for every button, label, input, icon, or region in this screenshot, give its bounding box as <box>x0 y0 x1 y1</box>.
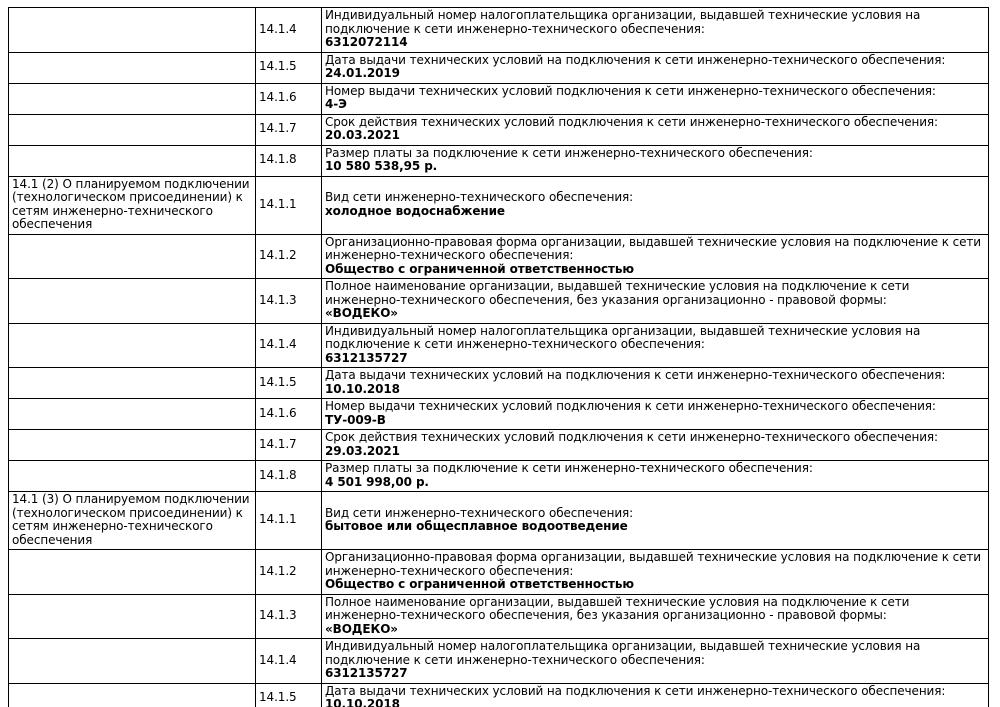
row-content-cell <box>322 279 989 324</box>
row-value: 10 580 538,95 р. <box>325 159 438 173</box>
row-label: Дата выдачи технических условий на подключения к сети инженерно-технического обеспечения: <box>325 368 946 382</box>
row-value: холодное водоснабжение <box>325 203 505 218</box>
section-title-cell <box>9 594 256 639</box>
table-row <box>9 461 989 492</box>
table-row <box>9 323 989 368</box>
section-title-cell <box>9 83 256 114</box>
row-value: «ВОДЕКО» <box>325 621 398 636</box>
row-content-cell <box>322 461 989 492</box>
section-title-cell: 14.1 (3) О планируемом подключении (технологическом присоединении) к сетям инженерно-технического обеспечения <box>9 492 256 550</box>
row-label: Полное наименование организации, выдавшей технические условия на подключение к сети инженерно-технического обеспечения, без указания организационно - правовой формы: <box>325 594 910 622</box>
row-content-cell <box>322 176 989 234</box>
row-content-cell <box>322 234 989 279</box>
section-title-cell <box>9 52 256 83</box>
section-title-cell <box>9 145 256 176</box>
row-label: Организационно-правовая форма организации, выдавшей технические условия на подключение к сети инженерно-технического обеспечения: <box>325 550 981 578</box>
table-row <box>9 145 989 176</box>
section-title-cell <box>9 430 256 461</box>
row-code-cell: 14.1.3 <box>256 594 322 639</box>
row-content-cell <box>322 368 989 399</box>
row-content-cell <box>322 83 989 114</box>
section-title-cell <box>9 550 256 595</box>
table-row <box>9 176 989 234</box>
row-label: Индивидуальный номер налогоплательщика организации, выдавшей технические условия на подключение к сети инженерно-технического обеспечения: <box>325 639 921 667</box>
row-label: Вид сети инженерно-технического обеспечения: <box>325 505 634 520</box>
row-label: Номер выдачи технических условий подключения к сети инженерно-технического обеспечения: <box>325 399 936 413</box>
row-value: Общество с ограниченной ответственностью <box>325 577 634 591</box>
row-value: 6312135727 <box>325 666 408 680</box>
row-label: Индивидуальный номер налогоплательщика организации, выдавшей технические условия на подключение к сети инженерно-технического обеспечения: <box>325 323 921 351</box>
row-value: 24.01.2019 <box>325 66 400 80</box>
section-title-cell <box>9 639 256 684</box>
row-code-cell: 14.1.4 <box>256 323 322 368</box>
row-code-cell: 14.1.3 <box>256 279 322 324</box>
section-title-cell <box>9 399 256 430</box>
row-code-cell: 14.1.2 <box>256 234 322 279</box>
table-row <box>9 83 989 114</box>
row-label: Индивидуальный номер налогоплательщика организации, выдавшей технические условия на подключение к сети инженерно-технического обеспечения: <box>325 8 921 36</box>
row-content-cell <box>322 492 989 550</box>
table-row <box>9 8 989 53</box>
row-value: 6312072114 <box>325 35 408 49</box>
project-declaration-table <box>8 7 989 707</box>
row-content-cell <box>322 430 989 461</box>
row-value: 10.10.2018 <box>325 381 400 396</box>
row-label: Вид сети инженерно-технического обеспечения: <box>325 190 634 204</box>
row-code-cell: 14.1.6 <box>256 399 322 430</box>
row-code-cell: 14.1.2 <box>256 550 322 595</box>
section-title-cell <box>9 683 256 707</box>
section-title-cell <box>9 234 256 279</box>
row-code-cell: 14.1.5 <box>256 52 322 83</box>
row-value: 6312135727 <box>325 350 408 365</box>
section-title-cell: 14.1 (2) О планируемом подключении (технологическом присоединении) к сетям инженерно-технического обеспечения <box>9 176 256 234</box>
table-row <box>9 550 989 595</box>
table-row <box>9 492 989 550</box>
row-code-cell: 14.1.7 <box>256 430 322 461</box>
row-value: 4-Э <box>325 97 347 111</box>
row-code-cell: 14.1.5 <box>256 368 322 399</box>
row-value: ТУ-009-В <box>325 412 386 427</box>
table-row <box>9 114 989 145</box>
row-code-cell: 14.1.8 <box>256 145 322 176</box>
row-value: «ВОДЕКО» <box>325 306 398 320</box>
row-content-cell <box>322 52 989 83</box>
row-code-cell: 14.1.4 <box>256 8 322 53</box>
table-row <box>9 234 989 279</box>
table-row <box>9 52 989 83</box>
row-code-cell: 14.1.5 <box>256 683 322 707</box>
row-content-cell <box>322 639 989 684</box>
section-title-cell <box>9 8 256 53</box>
row-code-cell: 14.1.7 <box>256 114 322 145</box>
row-value: Общество с ограниченной ответственностью <box>325 261 634 276</box>
row-value: бытовое или общесплавное водоотведение <box>325 519 628 533</box>
section-title-cell <box>9 368 256 399</box>
row-code-cell: 14.1.8 <box>256 461 322 492</box>
table-row <box>9 683 989 707</box>
table-row <box>9 368 989 399</box>
section-title-cell <box>9 279 256 324</box>
table-row <box>9 279 989 324</box>
row-value: 20.03.2021 <box>325 128 400 142</box>
row-label: Размер платы за подключение к сети инженерно-технического обеспечения: <box>325 461 813 475</box>
row-content-cell <box>322 323 989 368</box>
section-title-cell <box>9 114 256 145</box>
row-label: Номер выдачи технических условий подключения к сети инженерно-технического обеспечения: <box>325 83 936 98</box>
row-content-cell <box>322 399 989 430</box>
row-value: 4 501 998,00 р. <box>325 474 429 489</box>
table-row <box>9 399 989 430</box>
row-value: 10.10.2018 <box>325 697 400 707</box>
row-code-cell: 14.1.6 <box>256 83 322 114</box>
section-title-cell <box>9 323 256 368</box>
row-code-cell: 14.1.1 <box>256 492 322 550</box>
row-label: Дата выдачи технических условий на подключения к сети инженерно-технического обеспечения: <box>325 683 946 698</box>
table-row <box>9 639 989 684</box>
row-content-cell <box>322 594 989 639</box>
row-value: 29.03.2021 <box>325 443 400 458</box>
row-content-cell <box>322 114 989 145</box>
row-label: Срок действия технических условий подключения к сети инженерно-технического обеспечения: <box>325 114 938 129</box>
row-label: Срок действия технических условий подключения к сети инженерно-технического обеспечения: <box>325 430 938 444</box>
row-code-cell: 14.1.1 <box>256 176 322 234</box>
table-body <box>9 8 989 707</box>
row-content-cell <box>322 550 989 595</box>
row-label: Полное наименование организации, выдавшей технические условия на подключение к сети инженерно-технического обеспечения, без указания организационно - правовой формы: <box>325 279 910 307</box>
row-content-cell <box>322 8 989 53</box>
row-label: Размер платы за подключение к сети инженерно-технического обеспечения: <box>325 145 813 160</box>
table-row <box>9 594 989 639</box>
row-code-cell: 14.1.4 <box>256 639 322 684</box>
row-label: Дата выдачи технических условий на подключения к сети инженерно-технического обеспечения: <box>325 52 946 67</box>
row-label: Организационно-правовая форма организации, выдавшей технические условия на подключение к сети инженерно-технического обеспечения: <box>325 234 981 262</box>
table-row <box>9 430 989 461</box>
row-content-cell <box>322 683 989 707</box>
section-title-cell <box>9 461 256 492</box>
row-content-cell <box>322 145 989 176</box>
